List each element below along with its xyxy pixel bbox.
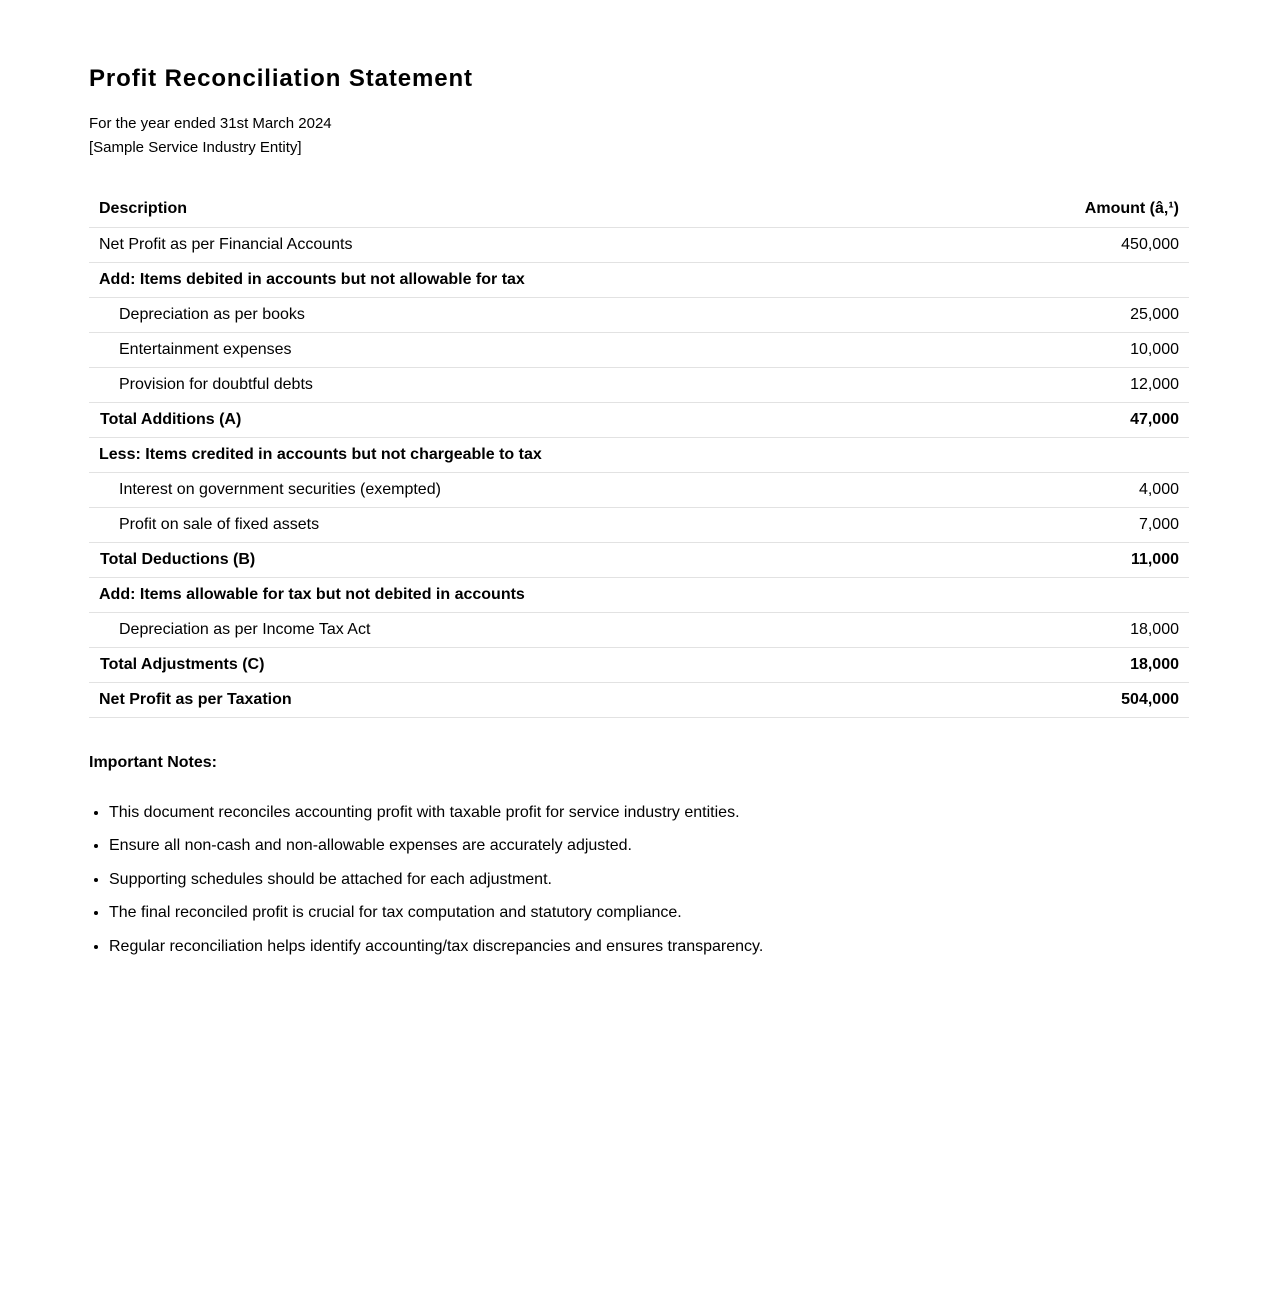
row-amount: 25,000 [1130, 305, 1179, 323]
table-row [89, 367, 1189, 402]
final-total-amount: 504,000 [1121, 690, 1179, 708]
notes-heading: Important Notes: [89, 753, 217, 771]
section-heading: Add: Items allowable for tax but not debited in accounts [99, 585, 525, 603]
table-row [89, 507, 1189, 542]
row-description: Depreciation as per Income Tax Act [119, 620, 371, 638]
total-amount: 47,000 [1130, 410, 1179, 428]
table-row [89, 332, 1189, 367]
total-amount: 11,000 [1130, 550, 1179, 568]
total-label: Total Adjustments (C) [100, 655, 265, 673]
row-amount [971, 437, 1189, 472]
row-amount: 18,000 [1130, 620, 1179, 638]
reconciliation-table [89, 192, 1189, 718]
final-total-row [89, 682, 1189, 717]
total-label: Total Additions (A) [100, 410, 242, 428]
row-description: Depreciation as per books [119, 305, 305, 323]
total-row [89, 402, 1189, 437]
total-amount: 18,000 [1130, 655, 1179, 673]
row-description: Net Profit as per Financial Accounts [99, 235, 353, 253]
section-row [89, 262, 1189, 297]
table-row [89, 472, 1189, 507]
page-title: Profit Reconciliation Statement [89, 65, 473, 92]
total-label: Total Deductions (B) [100, 550, 256, 568]
section-row [89, 577, 1189, 612]
row-description: Entertainment expenses [119, 340, 292, 358]
entity-text: [Sample Service Industry Entity] [89, 139, 302, 156]
row-description: Provision for doubtful debts [119, 375, 313, 393]
total-row [89, 542, 1189, 577]
row-description: Interest on government securities (exempted) [119, 480, 441, 498]
notes-list [89, 803, 1189, 957]
total-row [89, 647, 1189, 682]
section-heading: Add: Items debited in accounts but not allowable for tax [99, 270, 525, 288]
row-amount: 7,000 [1138, 515, 1179, 533]
row-amount: 12,000 [1130, 375, 1179, 393]
note-item: • This document reconciles accounting profit with taxable profit for service industry entities. [109, 803, 1189, 823]
row-amount: 10,000 [1130, 340, 1179, 358]
period-text: For the year ended 31st March 2024 [89, 115, 332, 132]
amount-header: Amount (â‚¹) [1084, 200, 1179, 218]
table-row [89, 297, 1189, 332]
section-heading: Less: Items credited in accounts but not chargeable to tax [99, 445, 542, 463]
row-description: Profit on sale of fixed assets [119, 515, 320, 533]
final-total-label: Net Profit as per Taxation [99, 690, 292, 708]
table-row [89, 227, 1189, 262]
row-amount: 450,000 [1121, 235, 1179, 253]
row-amount [971, 262, 1189, 297]
table-row [89, 612, 1189, 647]
note-item: • Supporting schedules should be attached for each adjustment. [109, 870, 1189, 890]
note-item: • Regular reconciliation helps identify accounting/tax discrepancies and ensures transparency. [109, 937, 1189, 957]
table-header-row [89, 192, 1189, 227]
description-header: Description [99, 200, 188, 218]
row-amount: 4,000 [1138, 480, 1179, 498]
row-amount [971, 577, 1189, 612]
note-item: • Ensure all non-cash and non-allowable expenses are accurately adjusted. [109, 836, 1189, 856]
section-row [89, 437, 1189, 472]
document-meta [89, 112, 1189, 160]
note-item: • The final reconciled profit is crucial for tax computation and statutory compliance. [109, 903, 1189, 923]
